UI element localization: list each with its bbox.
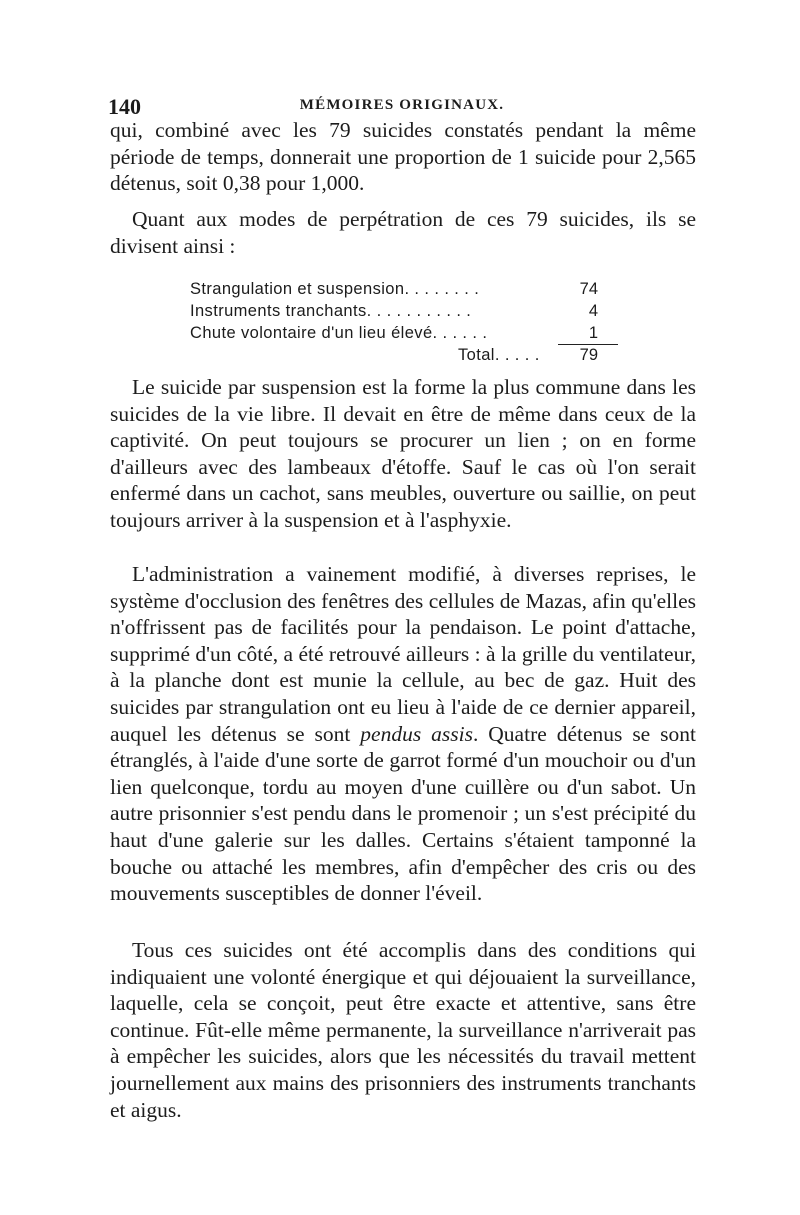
paragraph-suspension: Le suicide par suspension est la forme la plus commune dans les suicides de la vie libre. Il devait en être de même dans ceux de la captivité. On peut toujours se procurer un lien ; on en forme d'ailleurs avec des lambeaux d'étoffe. Sauf le cas où l'on serait enfermé dans un cachot, sans meubles, ouverture ou saillie, on peut toujours arriver à la suspension et à l'asphyxie. (110, 375, 696, 532)
row-value: 1 (588, 324, 598, 342)
row-value: 74 (579, 280, 598, 298)
paragraph-surveillance: Tous ces suicides ont été accomplis dans des conditions qui indiquaient une volonté énergique et qui déjouaient la surveillance, laquelle, cela se conçoit, peut être exacte et attentive, sans être continue. Fût-elle même permanente, la surveillance n'arriverait pas à empêcher les suicides, alors que les nécessités du travail mettent journellement aux mains des prisonniers des instruments tranchants et aigus. (110, 938, 696, 1122)
page-number: 140 (108, 94, 141, 119)
table-row (190, 322, 620, 344)
paragraph-modes: Quant aux modes de perpétration de ces 79 suicides, ils se divisent ainsi : (110, 207, 696, 258)
row-label: Strangulation et suspension. . . . . . . . (190, 280, 480, 298)
table-row (190, 278, 620, 300)
suicide-modes-table (190, 278, 620, 366)
table-row (190, 300, 620, 322)
paragraph-text: L'administration a vainement modifié, à diverses reprises, le système d'occlusion des fenêtres des cellules de Mazas, afin qu'elles n'offrissent pas de facilités pour la pendaison. Le point d'attache, supprimé d'un côté, a été retrouvé ailleurs : à la grille du ventilateur, à la planche dont est munie la cellule, au bec de gaz. Huit des suicides par strangulation ont eu lieu à l'aide de ce dernier appareil, auquel les détenus se sont (110, 562, 696, 746)
running-head: MÉMOIRES ORIGINAUX. (299, 97, 505, 113)
table-total-row (190, 344, 620, 366)
row-value: 4 (588, 302, 598, 320)
total-label: Total. . . . . (458, 346, 540, 364)
paragraph-continuation: qui, combiné avec les 79 suicides constatés pendant la même période de temps, donnerait une proportion de 1 suicide pour 2,565 détenus, soit 0,38 pour 1,000. (110, 118, 696, 196)
italic-phrase: pendus assis (360, 721, 473, 746)
paragraph-administration (110, 561, 696, 907)
row-label: Instruments tranchants. . . . . . . . . . . (190, 302, 472, 320)
total-value: 79 (579, 346, 598, 364)
row-label: Chute volontaire d'un lieu élevé. . . . . . (190, 324, 488, 342)
paragraph-text: . Quatre détenus se sont étranglés, à l'aide d'une sorte de garrot formé d'un mouchoir ou d'un lien quelconque, tordu au moyen d'une cuillère ou d'un sabot. Un autre prisonnier s'est pendu dans le promenoir ; un s'est précipité du haut d'une galerie sur les dalles. Certains s'étaient tamponné la bouche ou attaché les membres, afin d'empêcher des cris ou des mouvements susceptibles de donner l'éveil. (110, 721, 697, 906)
